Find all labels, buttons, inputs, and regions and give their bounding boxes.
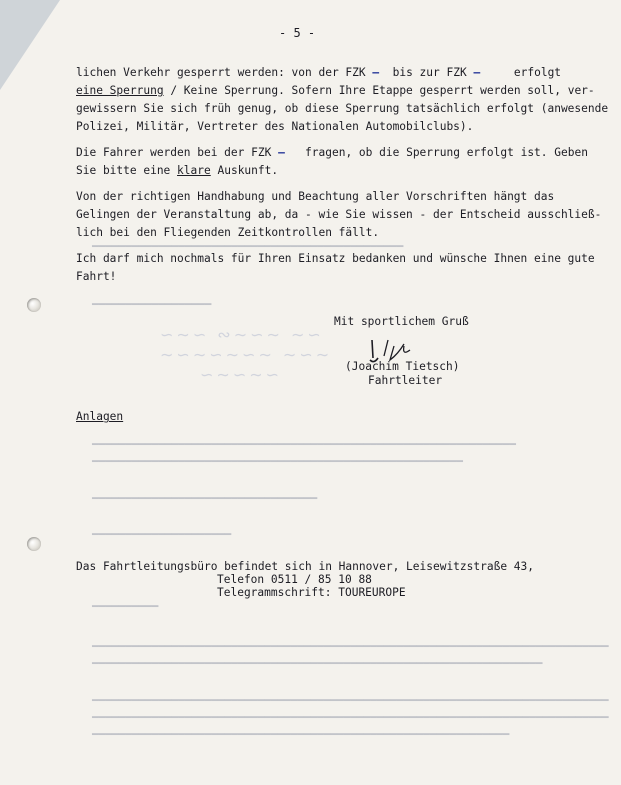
paragraph3-line3: lich bei den Fliegenden Zeitkontrollen fällt.: [76, 226, 380, 239]
bleed-through-text: ━━━━━━━━━━━━━━━━━━━━━━━━━━━━━━━━━━━━━━━━━━━━━━━━━━━━━━━━━━━━━━━: [92, 728, 510, 741]
office-address: Das Fahrtleitungsbüro befindet sich in Hannover, Leisewitzstraße 43,: [76, 560, 535, 573]
text: Auskunft.: [217, 164, 279, 177]
underlined-text: klare: [177, 164, 211, 177]
text: bis zur FZK: [392, 66, 467, 79]
underlined-text: eine Sperrung: [76, 84, 164, 97]
signatory-name: (Joachim Tietsch): [345, 360, 460, 373]
pen-dash: —: [278, 146, 285, 159]
bleed-through-text: ━━━━━━━━━━━━━━━━━━: [92, 298, 212, 311]
paragraph3-line2: Gelingen der Veranstaltung ab, da - wie Sie wissen - der Entscheid ausschließ-: [76, 208, 602, 221]
paragraph1-line3: gewissern Sie sich früh genug, ob diese Sperrung tatsächlich erfolgt (anwesende: [76, 102, 609, 115]
punch-hole-top: [27, 298, 41, 312]
page-number: - 5 -: [279, 26, 316, 40]
attachments-heading: Anlagen: [76, 410, 124, 423]
bleed-through-text: ━━━━━━━━━━━━━━━━━━━━━━━━━━━━━━━━━━━━━━━━━━━━━━━━━━━━━━━━━━━━━━━━━━━━: [92, 657, 543, 670]
bleed-through-text: ━━━━━━━━━━: [92, 600, 159, 613]
paragraph2-line1: [76, 146, 588, 160]
bleed-through-text: ━━━━━━━━━━━━━━━━━━━━━━━━━━━━━━━━━━━━━━━━━━━━━━━━━━━━━━━━: [92, 455, 463, 468]
folded-corner: [0, 0, 60, 90]
text: fragen, ob die Sperrung erfolgt ist. Geben: [305, 146, 588, 159]
paragraph1-line2: [76, 84, 595, 98]
bleed-through-text: ━━━━━━━━━━━━━━━━━━━━━━━━━━━━━━━━━━━━━━━━━━━━━━━━━━━━━━━━━━━━━━━━: [92, 438, 516, 451]
text: lichen Verkehr gesperrt werden: von der FZK: [76, 66, 366, 79]
paragraph4-line1: Ich darf mich nochmals für Ihren Einsatz bedanken und wünsche Ihnen eine gute: [76, 252, 595, 265]
bleed-through-text: ━━━━━━━━━━━━━━━━━━━━━━━━━━━━━━━━━━━━━━━━━━━━━━━: [92, 240, 404, 253]
text: Die Fahrer werden bei der FZK: [76, 146, 272, 159]
paragraph1-line4: Polizei, Militär, Vertreter des Nationalen Automobilclubs).: [76, 120, 474, 133]
bleed-through-handwriting: ∽∼∽ ∾∼∽∼ ∼∽: [160, 325, 324, 344]
bleed-through-text: ━━━━━━━━━━━━━━━━━━━━━━━━━━━━━━━━━━━━━━━━━━━━━━━━━━━━━━━━━━━━━━━━━━━━━━━━━━━━━━: [92, 694, 609, 707]
text: Sie bitte eine: [76, 164, 171, 177]
punch-hole-bottom: [27, 537, 41, 551]
signatory-role: Fahrtleiter: [368, 374, 443, 387]
office-telegram: Telegrammschrift: TOUREUROPE: [217, 586, 406, 599]
paragraph3-line1: Von der richtigen Handhabung und Beachtung aller Vorschriften hängt das: [76, 190, 555, 203]
closing-greeting: Mit sportlichem Gruß: [334, 315, 469, 328]
bleed-through-text: ━━━━━━━━━━━━━━━━━━━━━━━━━━━━━━━━━━━━━━━━━━━━━━━━━━━━━━━━━━━━━━━━━━━━━━━━━━━━━━: [92, 640, 609, 653]
pen-dash: —: [372, 66, 380, 79]
bleed-through-handwriting: ∽∼∽∼∽: [200, 365, 283, 384]
bleed-through-text: ━━━━━━━━━━━━━━━━━━━━━━━━━━━━━━━━━━: [92, 492, 318, 505]
pen-dash: —: [473, 66, 481, 79]
paragraph2-line2: [76, 164, 278, 178]
text: erfolgt: [513, 66, 562, 79]
office-phone: Telefon 0511 / 85 10 88: [217, 573, 372, 586]
text: / Keine Sperrung. Sofern Ihre Etappe gesperrt werden soll, ver-: [170, 84, 595, 97]
paragraph1-line1: [76, 66, 561, 80]
paragraph4-line2: Fahrt!: [76, 270, 117, 283]
bleed-through-handwriting: ∼∽∼∽∼∽∼ ∼∽∼: [160, 345, 333, 364]
bleed-through-text: ━━━━━━━━━━━━━━━━━━━━━━━━━━━━━━━━━━━━━━━━━━━━━━━━━━━━━━━━━━━━━━━━━━━━━━━━━━━━━━: [92, 711, 609, 724]
bleed-through-text: ━━━━━━━━━━━━━━━━━━━━━: [92, 528, 232, 541]
